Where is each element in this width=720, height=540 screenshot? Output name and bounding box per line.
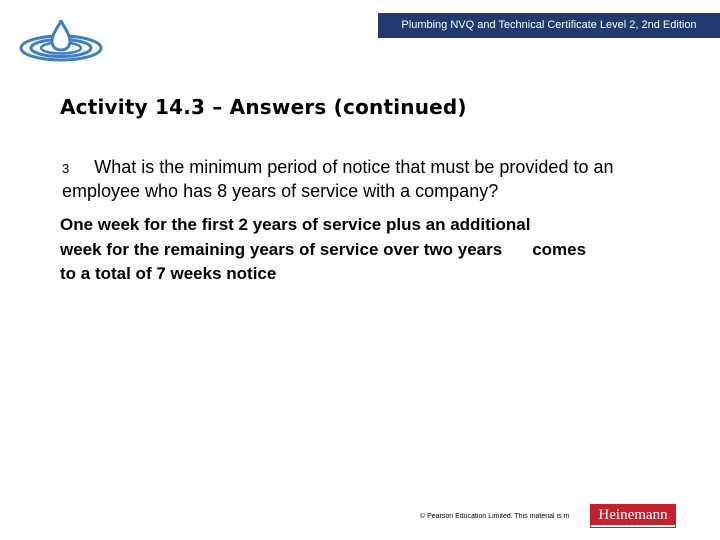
answer-line-2 bbox=[60, 238, 700, 263]
answer-line-2-end: comes bbox=[532, 239, 587, 259]
question-text: What is the minimum period of notice that must be provided to an employee who has 8 years of service with a company? bbox=[62, 157, 614, 201]
question-number: 3 bbox=[62, 161, 70, 176]
copyright-notice: © Pearson Education Limited. This material is m bbox=[420, 513, 570, 520]
answer-block bbox=[60, 213, 700, 287]
answer-line-3: to a total of 7 weeks notice bbox=[60, 264, 277, 283]
answer-line-2-text: week for the remaining years of service over two years bbox=[60, 239, 503, 259]
question-text-block bbox=[62, 156, 692, 203]
header-banner-text: Plumbing NVQ and Technical Certificate Level 2, 2nd Edition bbox=[401, 19, 697, 31]
header-banner bbox=[378, 13, 720, 38]
water-drop-icon bbox=[18, 20, 104, 68]
page-title: Activity 14.3 – Answers (continued) bbox=[60, 95, 467, 119]
answer-line-1: One week for the first 2 years of service plus an additional bbox=[60, 215, 531, 234]
publisher-logo: Heinemann bbox=[591, 505, 675, 527]
